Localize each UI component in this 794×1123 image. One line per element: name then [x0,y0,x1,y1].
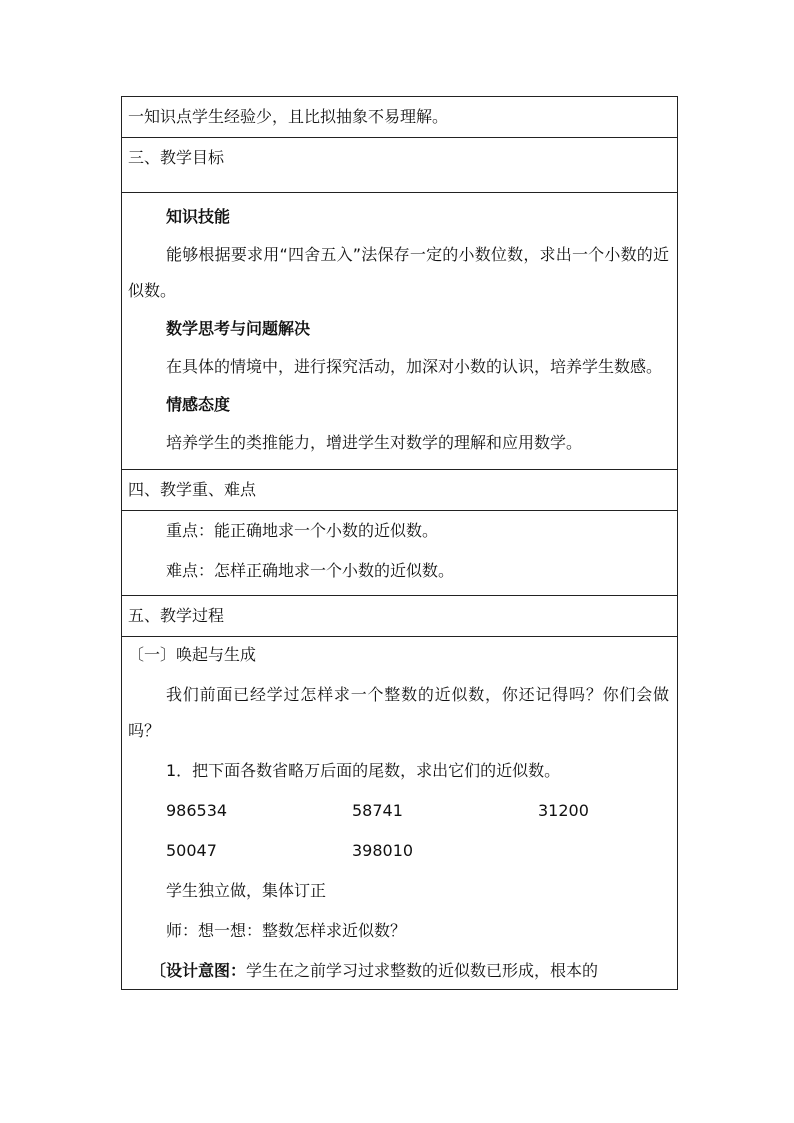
table-row [122,596,678,637]
table-cell [122,97,678,138]
number-value: 398010 [352,841,414,860]
goal-text-knowledge: 能够根据要求用“四舍五入”法保存一定的小数位数，求出一个小数的近似数。 [128,245,669,300]
section-heading-focus: 四、教学重、难点 [128,480,257,499]
table-row [122,193,678,470]
goal-heading-knowledge: 知识技能 [166,207,231,226]
teacher-question: 师：想一想：整数怎样求近似数？ [166,921,407,940]
section-heading-process: 五、教学过程 [128,606,225,625]
goal-heading-attitude: 情感态度 [166,395,231,414]
numbers-row-1 [128,793,669,829]
table-cell [122,637,678,990]
key-point: 重点：能正确地求一个小数的近似数。 [166,521,439,540]
text-line: 一知识点学生经验少，且比拟抽象不易理解。 [128,107,449,126]
design-intent-text: 学生在之前学习过求整数的近似数已形成，根本的 [246,961,599,980]
number-value: 58741 [352,801,403,820]
table-cell [122,511,678,596]
table-row [122,138,678,193]
difficult-point: 难点：怎样正确地求一个小数的近似数。 [166,561,455,580]
process-intro: 我们前面已经学过怎样求一个整数的近似数，你还记得吗？你们会做吗？ [128,685,669,740]
design-intent [128,953,669,989]
section-heading-goals: 三、教学目标 [128,148,225,167]
process-task: 1．把下面各数省略万后面的尾数，求出它们的近似数。 [166,761,561,780]
table-cell [122,138,678,193]
number-value: 986534 [166,801,228,820]
numbers-row-2 [128,833,669,869]
table-row [122,470,678,511]
goal-text-thinking: 在具体的情境中，进行探究活动，加深对小数的认识，培养学生数感。 [166,357,663,376]
process-section-title: 〔一〕唤起与生成 [128,645,257,664]
number-value: 31200 [538,801,589,820]
goal-text-attitude: 培养学生的类推能力，增进学生对数学的理解和应用数学。 [166,433,583,452]
number-value: 50047 [166,841,217,860]
lesson-plan-table [121,96,678,990]
student-activity: 学生独立做，集体订正 [166,881,327,900]
table-row [122,637,678,990]
design-intent-label: 〔设计意图： [150,961,247,980]
table-row [122,511,678,596]
table-row [122,97,678,138]
table-cell [122,193,678,470]
table-cell [122,596,678,637]
goal-heading-thinking: 数学思考与问题解决 [166,319,311,338]
table-cell [122,470,678,511]
